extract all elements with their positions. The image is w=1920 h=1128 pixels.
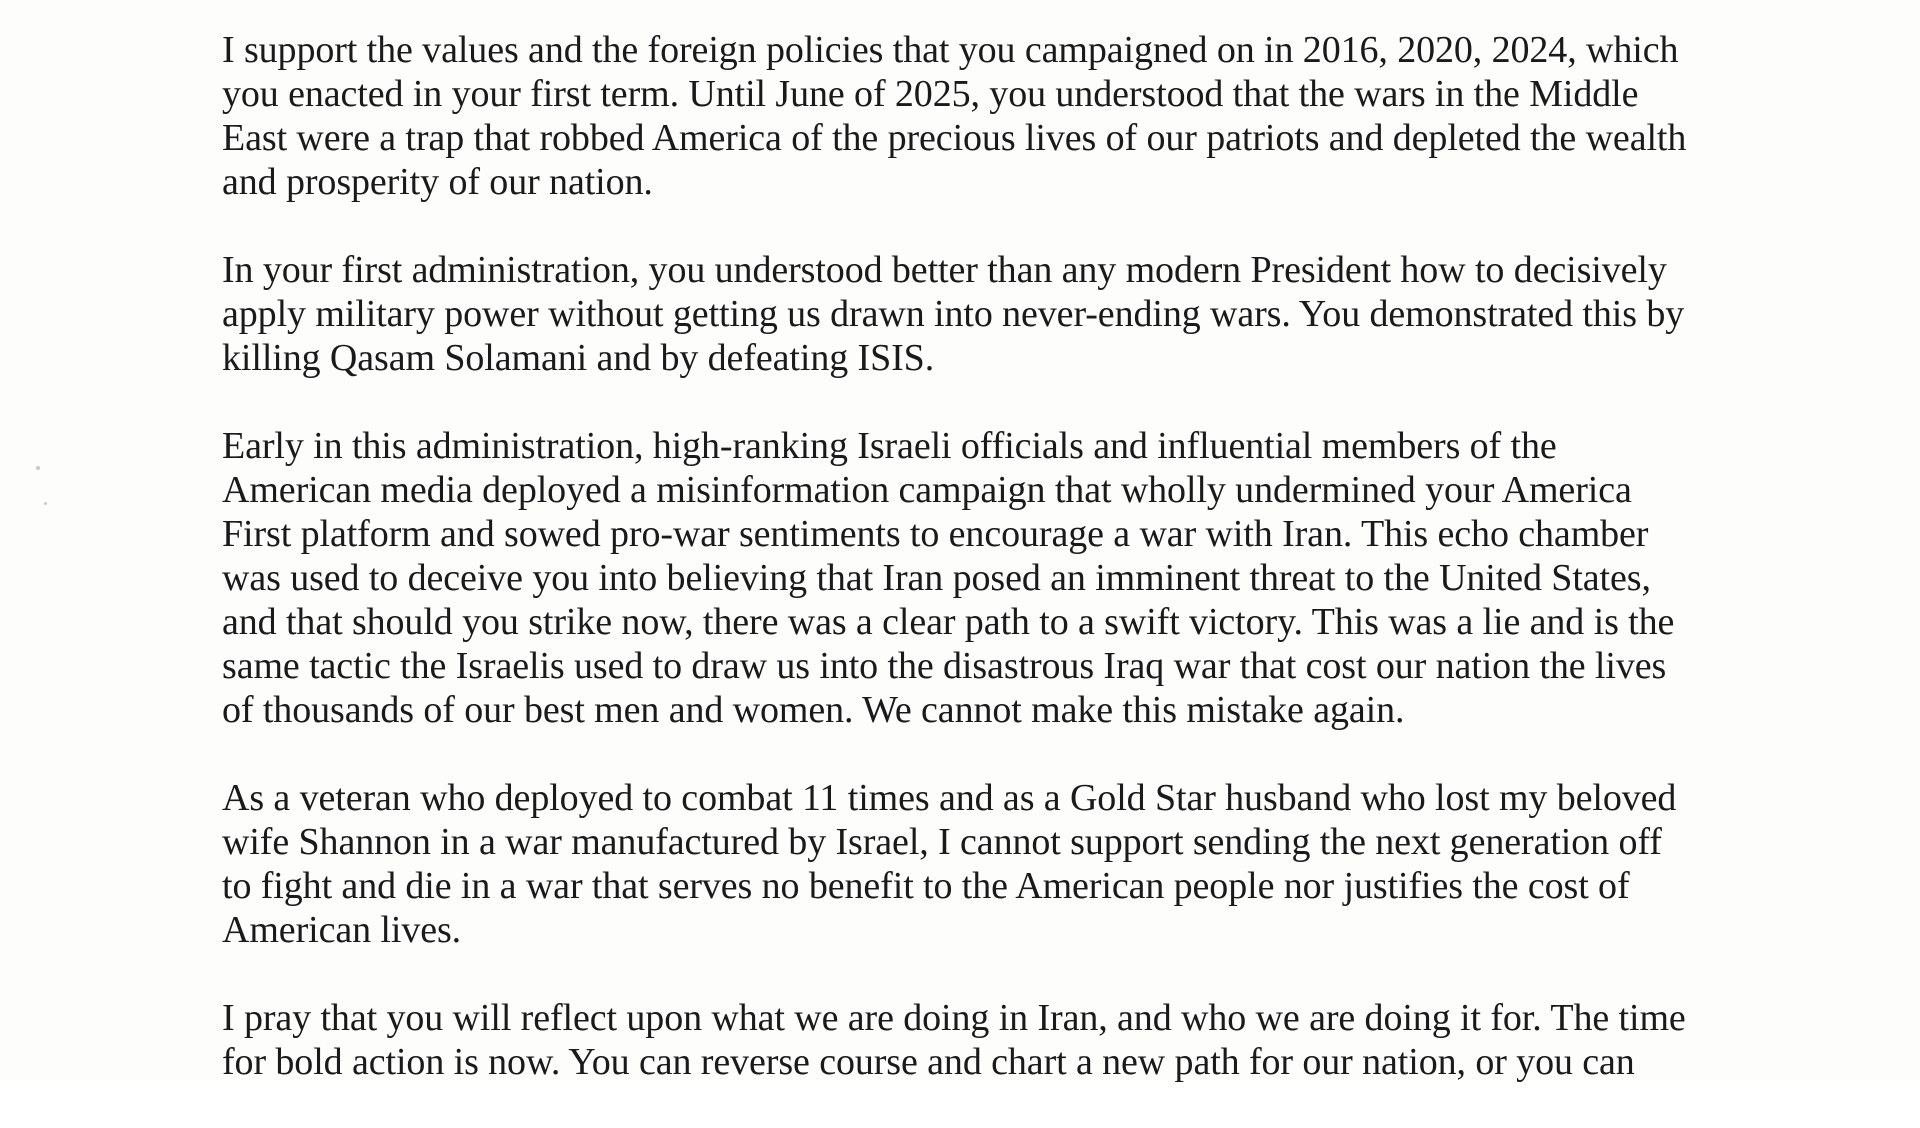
- paragraph-1: [222, 28, 1722, 204]
- text-line: was used to deceive you into believing that Iran posed an imminent threat to the United States,: [222, 557, 1651, 599]
- text-line: killing Qasam Solamani and by defeating ISIS.: [222, 337, 935, 379]
- paragraph-2: [222, 248, 1722, 380]
- text-line: for bold action is now. You can reverse course and chart a new path for our nation, or you can: [222, 1041, 1635, 1083]
- text-line: of thousands of our best men and women. We cannot make this mistake again.: [222, 689, 1405, 731]
- text-line: First platform and sowed pro-war sentiments to encourage a war with Iran. This echo chamber: [222, 513, 1649, 555]
- text-line: you enacted in your first term. Until June of 2025, you understood that the wars in the Middle: [222, 73, 1639, 115]
- text-line: In your first administration, you understood better than any modern President how to decisively: [222, 249, 1667, 291]
- letter-body: [222, 0, 1722, 1128]
- text-line: apply military power without getting us drawn into never-ending wars. You demonstrated this by: [222, 293, 1685, 335]
- text-line: As a veteran who deployed to combat 11 times and as a Gold Star husband who lost my beloved: [222, 777, 1677, 819]
- text-line: same tactic the Israelis used to draw us into the disastrous Iraq war that cost our nation the lives: [222, 645, 1667, 687]
- text-line: Early in this administration, high-ranking Israeli officials and influential members of the: [222, 425, 1557, 467]
- text-line: I pray that you will reflect upon what we are doing in Iran, and who we are doing it for. The time: [222, 997, 1686, 1039]
- text-line: I support the values and the foreign policies that you campaigned on in 2016, 2020, 2024, which: [222, 29, 1679, 71]
- text-line: to fight and die in a war that serves no benefit to the American people nor justifies the cost of: [222, 865, 1630, 907]
- text-line: American lives.: [222, 909, 462, 951]
- paragraph-4: [222, 776, 1722, 952]
- scan-speck: [36, 466, 40, 470]
- scan-speck: [44, 502, 47, 505]
- text-line: and prosperity of our nation.: [222, 161, 653, 203]
- text-line: East were a trap that robbed America of the precious lives of our patriots and depleted the wealth: [222, 117, 1687, 159]
- text-line: wife Shannon in a war manufactured by Israel, I cannot support sending the next generation off: [222, 821, 1662, 863]
- paragraph-3: [222, 424, 1722, 732]
- text-line: American media deployed a misinformation campaign that wholly undermined your America: [222, 469, 1632, 511]
- paragraph-5: [222, 996, 1722, 1084]
- text-line: and that should you strike now, there was a clear path to a swift victory. This was a lie and is the: [222, 601, 1675, 643]
